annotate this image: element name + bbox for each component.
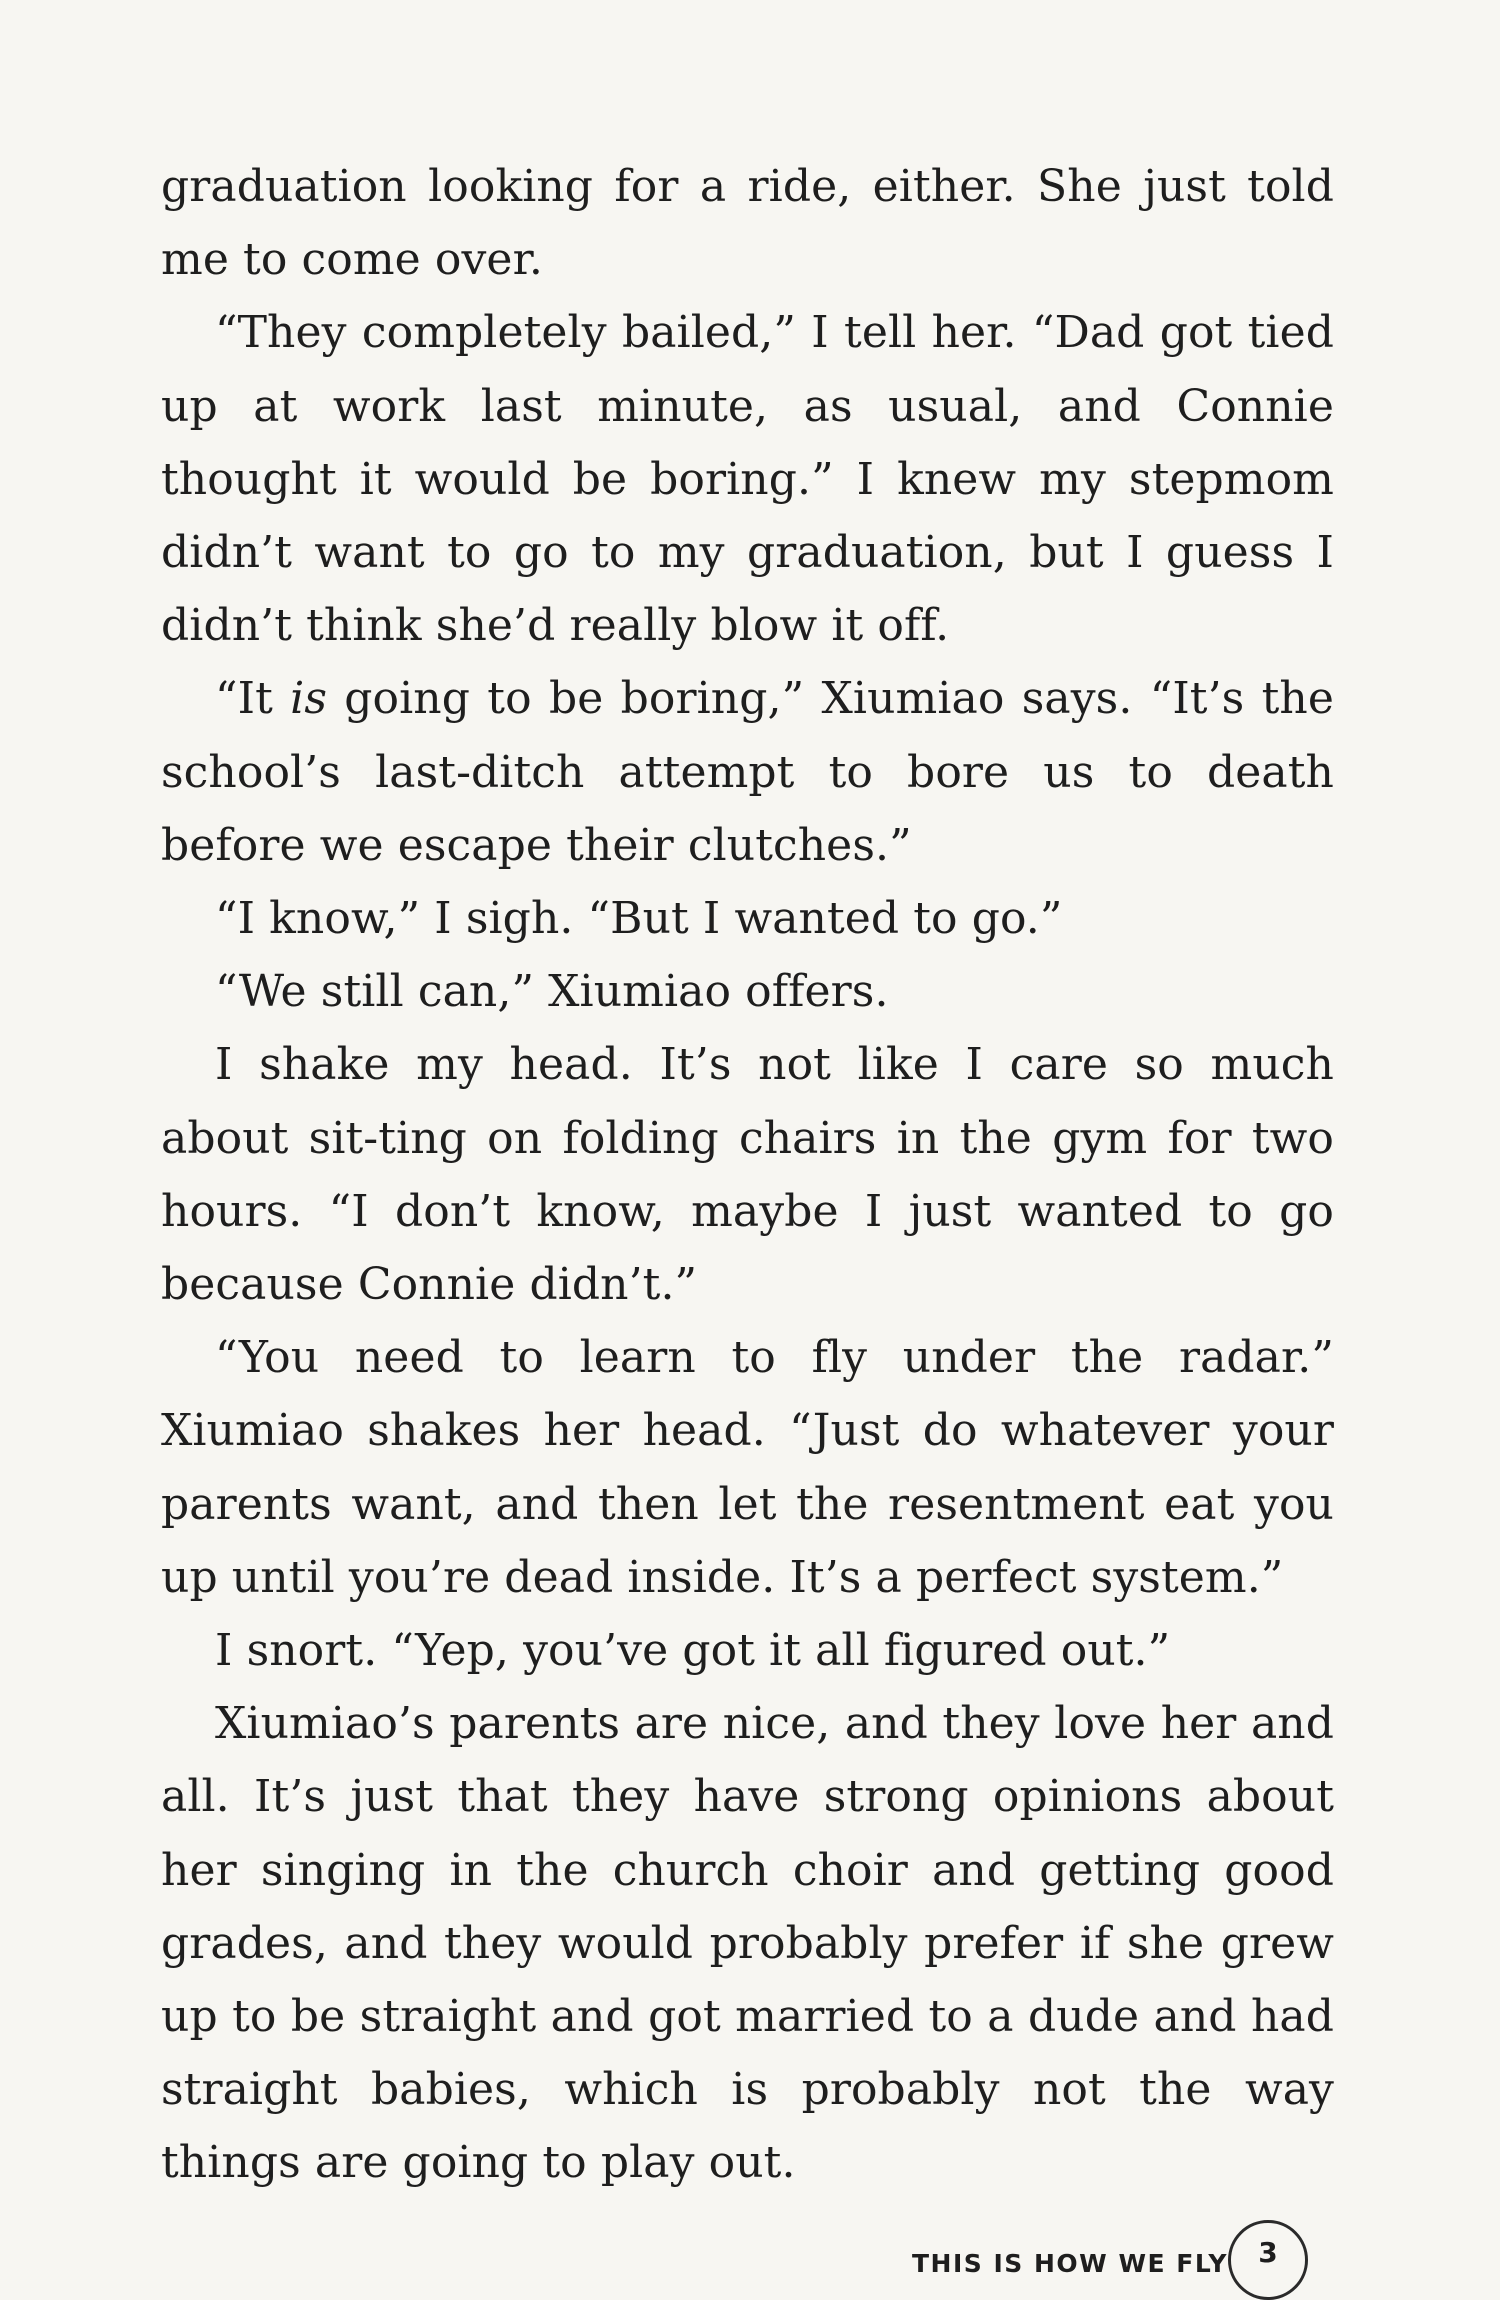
paragraph: “We still can,” Xiumiao offers. [215,966,889,1018]
emphasized-word: is [290,673,327,725]
running-title: THIS IS HOW WE FLY [912,2249,1229,2278]
paragraph: Xiumiao’s parents are nice, and they love her and all. It’s just that they have strong opinions about her singing in the church choir and getting good grades, and they would probably prefer if she grew up to be straight and got married to a dude and had straight babies, which is probably not the way things are going to play out. [161,1698,1334,2189]
paragraph: I shake my head. It’s not like I care so much about sit-ting on folding chairs in the gym for two hours. “I don’t know, maybe I just wanted to go because Connie didn’t.” [161,1039,1334,1311]
body-text [161,150,1334,2200]
paragraph-text: “It [215,673,291,725]
page-number: 3 [1258,2236,1278,2269]
paragraph [161,662,1334,882]
paragraph: “They completely bailed,” I tell her. “Dad got tied up at work last minute, as usual, and Connie thought it would be boring.” I knew my stepmom didn’t want to go to my graduation, but I guess I didn’t think she’d really blow it off. [161,307,1334,652]
paragraph: graduation looking for a ride, either. She just told me to come over. [161,161,1334,286]
paragraph: “You need to learn to fly under the radar.” Xiumiao shakes her head. “Just do whatever your parents want, and then let the resentment eat you up until you’re dead inside. It’s a perfect system.” [161,1332,1334,1603]
paragraph: I snort. “Yep, you’ve got it all figured out.” [215,1625,1171,1677]
paragraph-text: going to be boring,” Xiumiao says. “It’s the school’s last-ditch attempt to bore us to death before we escape their clutches.” [161,673,1334,871]
paragraph: “I know,” I sigh. “But I wanted to go.” [215,893,1063,945]
